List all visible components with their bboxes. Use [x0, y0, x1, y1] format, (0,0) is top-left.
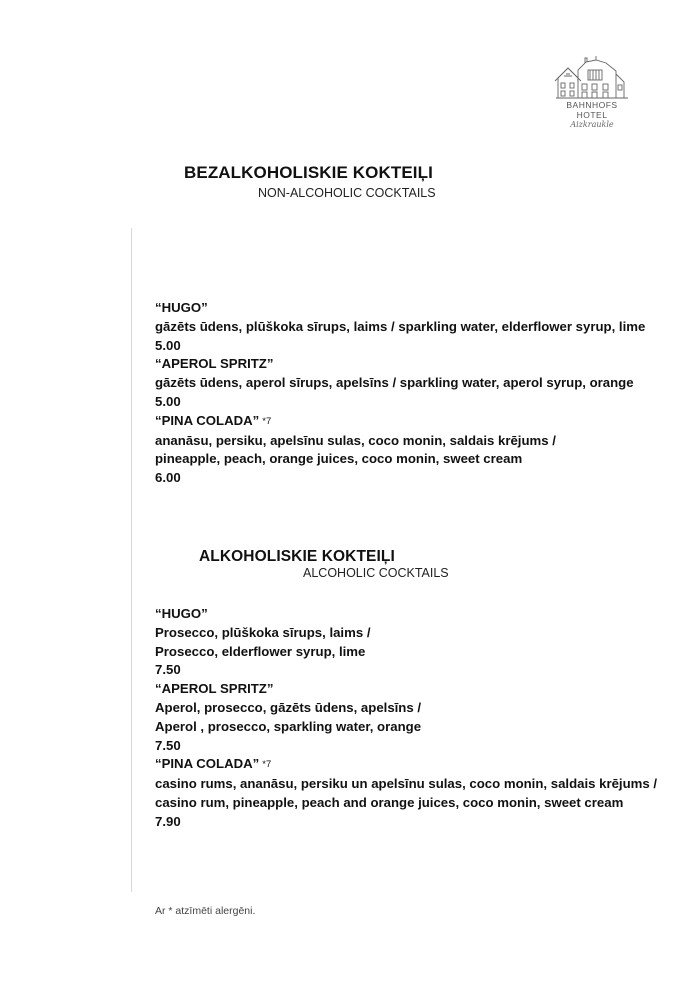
menu-item-price: 7.50	[155, 737, 181, 753]
menu-item-description: pineapple, peach, orange juices, coco monin, sweet cream	[155, 451, 523, 467]
menu-item-description: Aperol , prosecco, sparkling water, orange	[155, 718, 422, 734]
allergen-mark: *7	[262, 415, 272, 427]
menu-item-name: “HUGO”	[155, 606, 208, 621]
vertical-divider	[131, 228, 132, 892]
menu-item-description: ananāsu, persiku, apelsīnu sulas, coco monin, saldais krējums /	[155, 432, 556, 448]
section-subtitle-non-alcoholic: NON-ALCOHOLIC COCKTAILS	[258, 186, 436, 200]
menu-item-name: “HUGO”	[155, 300, 208, 315]
menu-item-name: “APEROL SPRITZ”	[155, 681, 274, 697]
section-title-non-alcoholic: BEZALKOHOLISKIE KOKTEIĻI	[184, 163, 433, 182]
menu-item-name: “PINA COLADA” *7	[155, 756, 272, 772]
menu-item-description: Prosecco, plūškoka sīrups, laims /	[155, 624, 371, 640]
allergen-footnote: Ar * atzīmēti alergēni.	[155, 905, 256, 917]
menu-item-price: 7.50	[155, 662, 181, 678]
menu-item-description: casino rum, pineapple, peach and orange juices, coco monin, sweet cream	[155, 794, 624, 810]
menu-item-description: Prosecco, elderflower syrup, lime	[155, 643, 366, 659]
logo-script: Aizkraukle	[570, 120, 614, 129]
menu-item-description: gāzēts ūdens, aperol sīrups, apelsīns / sparkling water, aperol syrup, orange	[155, 375, 634, 391]
menu-item-description: gāzēts ūdens, plūškoka sīrups, laims / sparkling water, elderflower syrup, lime	[155, 318, 646, 334]
menu-list-non-alcoholic	[155, 299, 645, 488]
menu-item-description: casino rums, ananāsu, persiku un apelsīnu sulas, coco monin, saldais krējums /	[155, 776, 658, 792]
hotel-logo	[550, 54, 634, 129]
menu-item-name: “PINA COLADA” *7	[155, 412, 272, 428]
menu-list-alcoholic	[155, 605, 657, 832]
logo-name: BAHNHOFS HOTEL	[566, 100, 618, 120]
menu-item-description: Aperol, prosecco, gāzēts ūdens, apelsīns /	[155, 699, 422, 715]
menu-item-price: 7.90	[155, 813, 181, 829]
hotel-building-icon	[552, 54, 632, 100]
menu-item-name: “APEROL SPRITZ”	[155, 356, 274, 372]
allergen-mark: *7	[262, 759, 272, 771]
section-subtitle-alcoholic: ALCOHOLIC COCKTAILS	[303, 566, 449, 580]
section-title-alcoholic: ALKOHOLISKIE KOKTEIĻI	[199, 548, 395, 565]
menu-item-price: 5.00	[155, 337, 181, 353]
menu-item-price: 5.00	[155, 393, 181, 409]
menu-item-price: 6.00	[155, 470, 181, 486]
